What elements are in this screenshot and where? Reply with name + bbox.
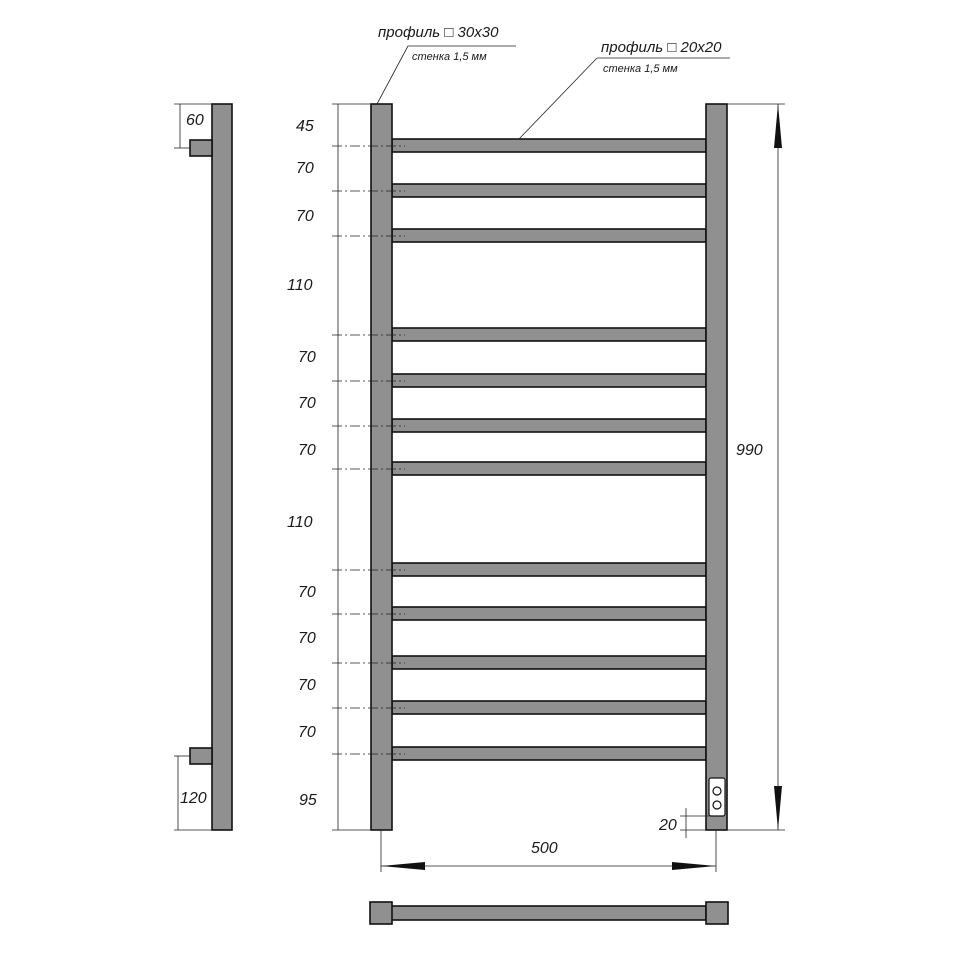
- spacing-label: 70: [296, 208, 314, 225]
- spacing-label: 70: [298, 442, 316, 459]
- rung-profile-title: профиль □ 20x20: [601, 39, 722, 56]
- spacing-label: 95: [299, 792, 317, 809]
- rung: [392, 328, 706, 341]
- rung-profile-leader: [519, 58, 597, 139]
- connector-socket-icon: [713, 801, 721, 809]
- rung: [392, 656, 706, 669]
- rung: [392, 419, 706, 432]
- rung: [392, 184, 706, 197]
- width-label: 500: [531, 840, 558, 857]
- front-view: [371, 104, 727, 830]
- total-height-label: 990: [736, 442, 763, 459]
- spacing-label: 70: [298, 584, 316, 601]
- spacing-label: 70: [296, 160, 314, 177]
- vertical-profile-title: профиль □ 30x30: [378, 24, 499, 41]
- arrowhead-down: [774, 786, 782, 830]
- connector-offset-dimension: [658, 808, 709, 838]
- left-vertical-profile: [371, 104, 392, 830]
- rung: [392, 563, 706, 576]
- rung: [392, 607, 706, 620]
- side-top-offset-label: 60: [186, 112, 204, 129]
- connector-offset-label: 20: [659, 817, 677, 834]
- connector-socket-icon: [713, 787, 721, 795]
- top-view-left-post: [370, 902, 392, 924]
- rung: [392, 701, 706, 714]
- spacing-label: 110: [287, 277, 313, 294]
- rung: [392, 374, 706, 387]
- rung: [392, 229, 706, 242]
- rung: [392, 462, 706, 475]
- top-view-right-post: [706, 902, 728, 924]
- vertical-profile-wall: стенка 1,5 мм: [412, 51, 487, 63]
- side-bottom-offset-label: 120: [180, 790, 207, 807]
- top-view: [370, 902, 728, 924]
- side-view-top-bracket: [190, 140, 212, 156]
- arrowhead-right: [672, 862, 716, 870]
- side-view: [174, 104, 232, 830]
- side-view-tube: [212, 104, 232, 830]
- spacing-label: 70: [298, 724, 316, 741]
- spacing-label: 70: [298, 630, 316, 647]
- spacing-label: 70: [298, 395, 316, 412]
- spacing-label: 70: [298, 349, 316, 366]
- arrowhead-up: [774, 104, 782, 148]
- arrowhead-left: [381, 862, 425, 870]
- rung: [392, 139, 706, 152]
- top-view-rung: [390, 906, 706, 920]
- vertical-profile-leader: [377, 46, 408, 104]
- width-dimension: [381, 830, 716, 872]
- rung-profile-wall: стенка 1,5 мм: [603, 63, 678, 75]
- power-connector: [709, 778, 725, 816]
- spacing-label: 110: [287, 514, 313, 531]
- rung: [392, 747, 706, 760]
- height-dimension: [727, 104, 785, 830]
- side-view-bottom-bracket: [190, 748, 212, 764]
- spacing-label: 70: [298, 677, 316, 694]
- spacing-label: 45: [296, 118, 314, 135]
- right-vertical-profile: [706, 104, 727, 830]
- profile-callouts: [377, 24, 730, 139]
